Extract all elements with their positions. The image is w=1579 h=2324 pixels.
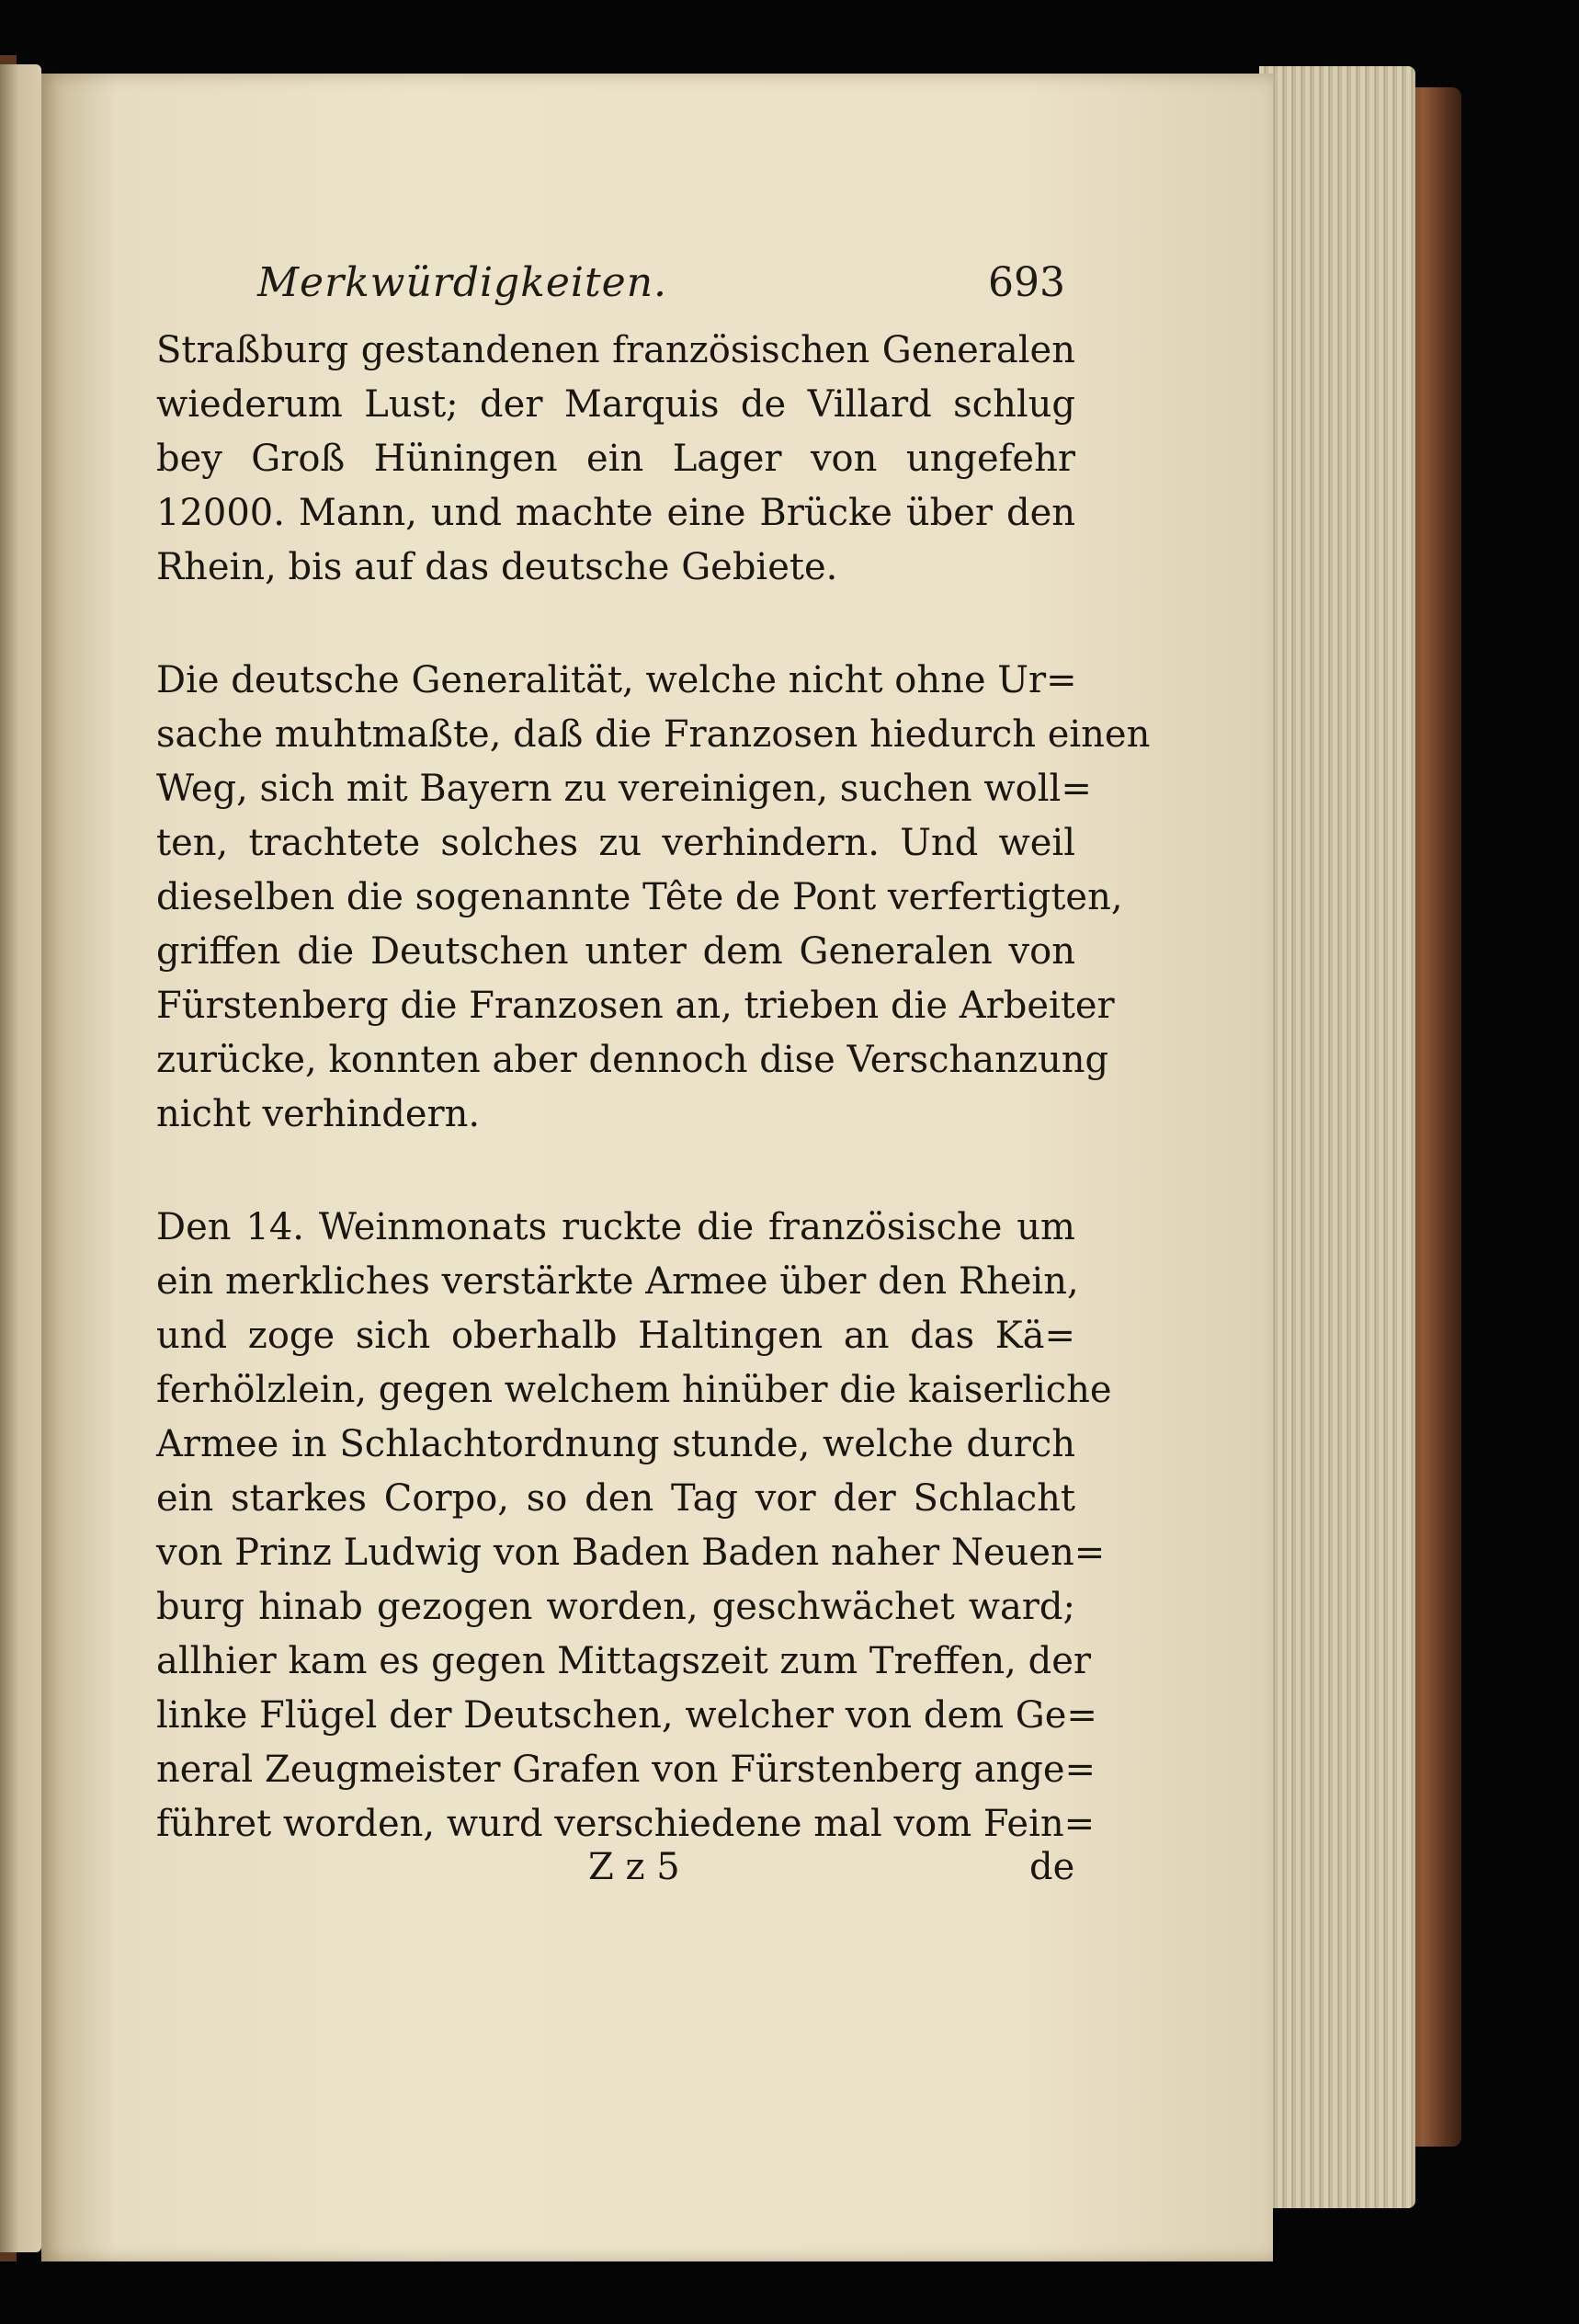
text-line: ein merkliches verstärkte Armee über den Rhein, <box>156 1260 1079 1303</box>
text-line: ferhölzlein, gegen welchem hinüber die kaiserliche <box>156 1369 1112 1411</box>
page-footer <box>156 1846 1075 1901</box>
text-line: wiederum Lust; der Marquis de Villard schlug <box>156 383 1075 426</box>
page-number: 693 <box>988 259 1065 306</box>
text-line: zurücke, konnten aber dennoch dise Verschanzung <box>156 1039 1109 1081</box>
body-text <box>156 324 1151 1851</box>
text-line: Straßburg gestandenen französischen Generalen <box>156 329 1075 371</box>
text-line: 12000. Mann, und machte eine Brücke über den <box>156 492 1075 534</box>
paragraph-2 <box>156 654 1151 1142</box>
catchword: de <box>1029 1846 1075 1888</box>
text-line: ein starkes Corpo, so den Tag vor der Schlacht <box>156 1477 1075 1520</box>
page-stack-edge <box>1259 66 1415 2208</box>
text-line: und zoge sich oberhalb Haltingen an das Kä= <box>156 1315 1075 1357</box>
text-line: Armee in Schlachtordnung stunde, welche durch <box>156 1423 1075 1465</box>
text-line: Weg, sich mit Bayern zu vereinigen, suchen woll= <box>156 768 1092 810</box>
text-line: Die deutsche Generalität, welche nicht ohne Ur= <box>156 659 1077 701</box>
text-line: neral Zeugmeister Grafen von Fürstenberg ange= <box>156 1749 1096 1791</box>
text-line: führet worden, wurd verschiedene mal vom Fein= <box>156 1803 1096 1845</box>
text-line: nicht verhindern. <box>156 1093 481 1135</box>
text-line: Fürstenberg die Franzosen an, trieben die Arbeiter <box>156 985 1115 1027</box>
running-head: Merkwürdigkeiten. <box>257 259 668 306</box>
text-line: linke Flügel der Deutschen, welcher von dem Ge= <box>156 1694 1097 1737</box>
text-line: bey Groß Hüningen ein Lager von ungefehr <box>156 438 1075 480</box>
text-line: dieselben die sogenannte Tête de Pont verfertigten, <box>156 876 1123 918</box>
paragraph-gap <box>156 595 1075 654</box>
text-line: Den 14. Weinmonats ruckte die französische um <box>156 1206 1075 1248</box>
page-header <box>156 259 1075 314</box>
text-line: von Prinz Ludwig von Baden Baden naher Neuen= <box>156 1532 1106 1574</box>
signature-mark: Z z 5 <box>588 1846 680 1888</box>
text-line: sache muhtmaßte, daß die Franzosen hiedurch einen <box>156 713 1151 756</box>
paragraph-1 <box>156 324 1075 595</box>
text-line: ten, trachtete solches zu verhindern. Und weil <box>156 822 1075 864</box>
text-line: allhier kam es gegen Mittagszeit zum Treffen, der <box>156 1640 1092 1682</box>
paragraph-gap <box>156 1142 1075 1201</box>
text-line: Rhein, bis auf das deutsche Gebiete. <box>156 546 838 588</box>
paragraph-3 <box>156 1201 1112 1851</box>
text-line: griffen die Deutschen unter dem Generalen von <box>156 930 1075 973</box>
left-page-edge <box>0 64 41 2252</box>
text-line: burg hinab gezogen worden, geschwächet ward; <box>156 1586 1075 1628</box>
